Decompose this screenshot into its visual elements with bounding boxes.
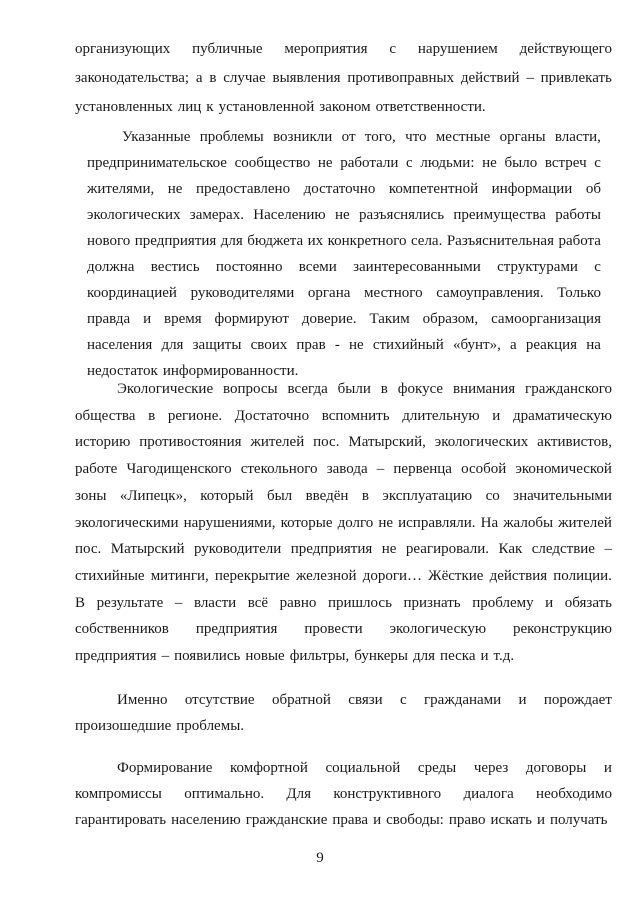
text-line: историю противостояния жителей пос. Матырский, экологических активистов, [75, 434, 612, 451]
text-line: недостаток информированности. [87, 363, 299, 379]
text-line: населения для защиты своих прав - не стихийный «бунт», а реакция на [87, 337, 601, 353]
text-line: Экологические вопросы всегда были в фокусе внимания гражданского [117, 381, 612, 397]
text-line: работе Чагодищенского стекольного завода – первенца особой экономической [75, 461, 612, 478]
text-line: общества в регионе. Достаточно вспомнить длительную и драматическую [75, 407, 612, 424]
text-line: установленных лиц к установленной законом ответственности. [75, 99, 486, 115]
text-line: предпринимательское сообщество не работали с людьми: не было встреч с [87, 155, 601, 171]
text-line: координацией руководителями органа местного самоуправления. Только [87, 285, 601, 301]
text-line: Формирование комфортной социальной среды через договоры и [117, 760, 612, 776]
text-line: экологических замерах. Населению не разъяснялись преимущества работы [87, 207, 601, 223]
text-line: гарантировать населению гражданские права и свободы: право искать и получать [75, 812, 608, 828]
text-line: произошедшие проблемы. [75, 718, 245, 734]
text-line: Указанные проблемы возникли от того, что местные органы власти, [122, 129, 601, 145]
text-line: должна вестись постоянно всеми заинтересованными структурами с [87, 259, 601, 275]
page-number: 9 [316, 850, 324, 866]
text-line: предприятия – появились новые фильтры, бункеры для песка и т.д. [75, 648, 515, 664]
text-line: организующих публичные мероприятия с нарушением действующего [75, 41, 612, 57]
text-line: зоны «Липецк», который был введён в эксплуатацию со значительными [75, 487, 612, 504]
text-line: экологическими нарушениями, которые долго не исправляли. На жалобы жителей [75, 514, 612, 531]
text-line: нового предприятия для бюджета их конкретного села. Разъяснительная работа [87, 233, 601, 249]
text-line: компромиссы оптимально. Для конструктивного диалога необходимо [75, 786, 612, 802]
text-line: стихийные митинги, перекрытие железной дороги… Жёсткие действия полиции. [75, 567, 612, 584]
text-line: собственников предприятия провести экологическую реконструкцию [75, 621, 612, 638]
text-line: В результате – власти всё равно пришлось признать проблему и обязать [75, 594, 612, 611]
text-line: правда и время формируют доверие. Таким образом, самоорганизация [87, 311, 601, 327]
text-line: жителями, не предоставлено достаточно компетентной информации об [87, 181, 601, 197]
text-line: Именно отсутствие обратной связи с гражданами и порождает [117, 692, 612, 708]
text-line: пос. Матырский руководители предприятия не реагировали. Как следствие – [75, 541, 612, 558]
text-line: законодательства; а в случае выявления противоправных действий – привлекать [75, 70, 612, 86]
